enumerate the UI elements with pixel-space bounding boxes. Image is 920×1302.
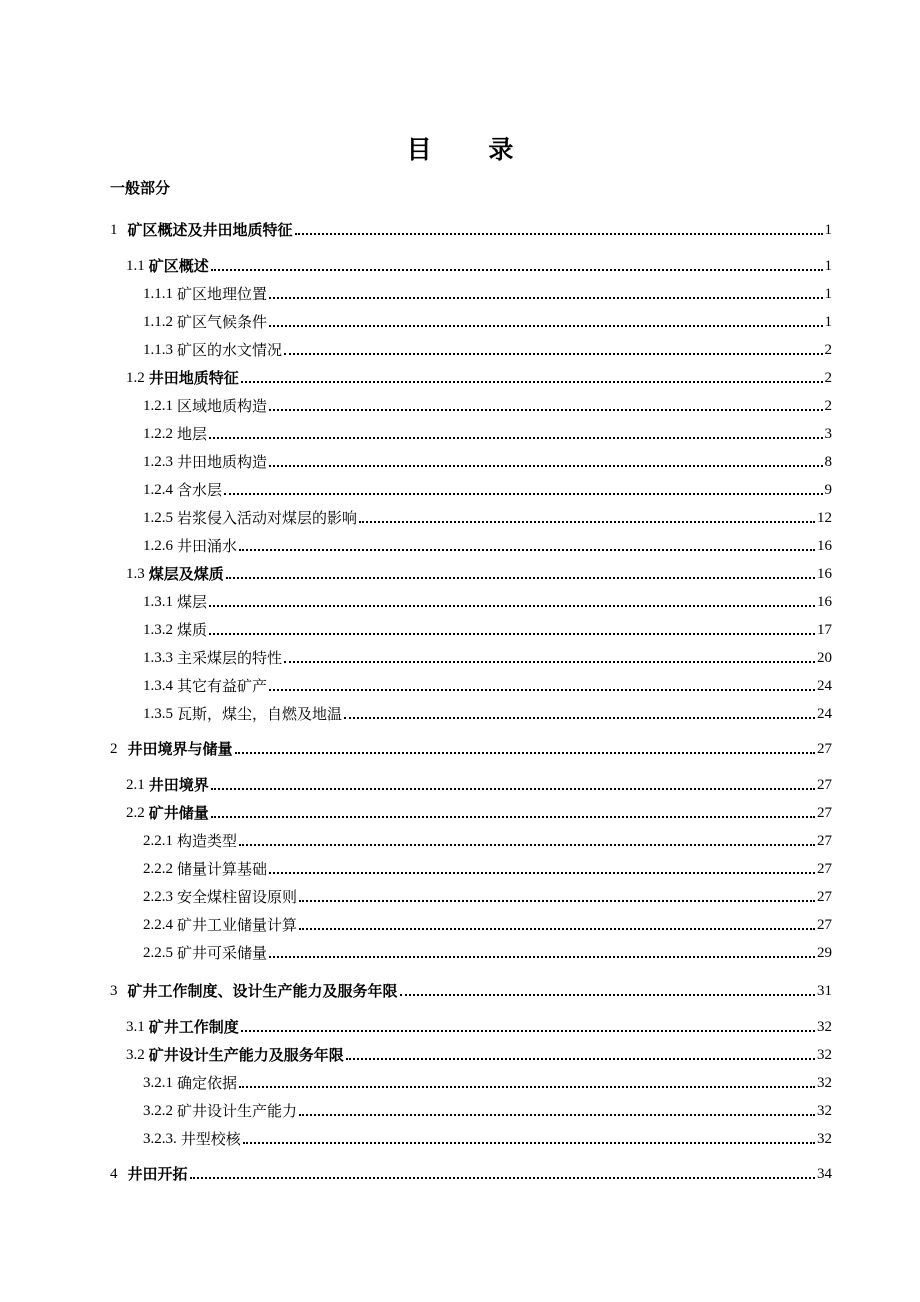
toc-entry-page: 16 <box>817 594 832 610</box>
toc-subsection-row[interactable] <box>143 478 832 500</box>
toc-entry-page: 3 <box>824 426 832 442</box>
toc-section-row[interactable] <box>126 254 832 276</box>
toc-entry-number: 1.3.2 <box>143 622 173 638</box>
toc-entry-number: 2.2.3 <box>143 889 173 905</box>
dot-leader <box>269 409 822 411</box>
toc-entry-number: 1.1.3 <box>143 342 173 358</box>
toc-entry-page: 1 <box>824 258 832 274</box>
dot-leader <box>269 325 822 327</box>
toc-entry-label: 矿区概述及井田地质特征 <box>127 221 293 239</box>
toc-entry-number: 2 <box>110 741 118 757</box>
toc-entry-page: 27 <box>817 861 832 877</box>
toc-subsection-row[interactable] <box>143 422 832 444</box>
toc-entry-page: 27 <box>817 833 832 849</box>
toc-entry-label: 井田境界与储量 <box>127 740 233 758</box>
toc-subsection-row[interactable] <box>143 857 832 879</box>
toc-entry-page: 32 <box>817 1019 832 1035</box>
toc-entry-number: 3.1 <box>126 1019 145 1035</box>
toc-subsection-row[interactable] <box>143 674 832 696</box>
toc-entry-label: 矿区气候条件 <box>177 313 268 331</box>
toc-entry-number: 3.2.1 <box>143 1075 173 1091</box>
dot-leader <box>299 900 815 902</box>
toc-entry-number: 3.2 <box>126 1047 145 1063</box>
toc-subsection-row[interactable] <box>143 913 832 935</box>
toc-entry-label: 确定依据 <box>177 1074 238 1092</box>
toc-entry-number: 1.2 <box>126 370 145 386</box>
toc-entry-number: 1.1.2 <box>143 314 173 330</box>
dot-leader <box>209 633 815 635</box>
toc-subsection-row[interactable] <box>143 829 832 851</box>
toc-subsection-row[interactable] <box>143 310 832 332</box>
toc-entry-number: 1.2.1 <box>143 398 173 414</box>
dot-leader <box>190 1177 815 1179</box>
toc-subsection-row[interactable] <box>143 450 832 472</box>
page-title: 目 录 <box>406 135 538 164</box>
toc-entry-page: 2 <box>824 370 832 386</box>
toc-entry-page: 27 <box>817 777 832 793</box>
toc-entry-number: 3.2.2 <box>143 1103 173 1119</box>
toc-entry-page: 8 <box>824 454 832 470</box>
toc-entry-number: 4 <box>110 1166 118 1182</box>
toc-entry-label: 岩浆侵入活动对煤层的影响 <box>177 509 358 527</box>
toc-subsection-row[interactable] <box>143 506 832 528</box>
toc-entry-page: 32 <box>817 1103 832 1119</box>
dot-leader <box>226 577 815 579</box>
toc-entry-label: 构造类型 <box>177 832 238 850</box>
toc-entry-label: 井田开拓 <box>127 1165 188 1183</box>
dot-leader <box>359 521 815 523</box>
dot-leader <box>241 1030 815 1032</box>
dot-leader <box>241 381 823 383</box>
dot-leader <box>211 269 823 271</box>
toc-entry-page: 1 <box>824 314 832 330</box>
toc-entry-page: 16 <box>817 566 832 582</box>
toc-entry-number: 1.3.4 <box>143 678 173 694</box>
toc-entry-label: 矿井工业储量计算 <box>177 916 298 934</box>
toc-entry-page: 32 <box>817 1047 832 1063</box>
dot-leader <box>239 1086 815 1088</box>
dot-leader <box>224 493 822 495</box>
toc-entry-page: 16 <box>817 538 832 554</box>
dot-leader <box>211 788 815 790</box>
toc-entry-label: 井田地质构造 <box>177 453 268 471</box>
toc-entry-number: 1 <box>110 222 118 238</box>
toc-entry-label: 其它有益矿产 <box>177 677 268 695</box>
dot-leader <box>211 816 815 818</box>
toc-subsection-row[interactable] <box>143 338 832 360</box>
toc-chapter-row[interactable] <box>110 737 832 759</box>
toc-chapter-row[interactable] <box>110 979 832 1001</box>
toc-entry-label: 主采煤层的特性 <box>177 649 283 667</box>
toc-subsection-row[interactable] <box>143 885 832 907</box>
toc-subsection-row[interactable] <box>143 1099 832 1121</box>
toc-entry-page: 27 <box>817 805 832 821</box>
toc-entry-label: 矿区的水文情况 <box>177 341 283 359</box>
toc-entry-label: 矿井设计生产能力 <box>177 1102 298 1120</box>
toc-entry-label: 煤层 <box>177 593 208 611</box>
toc-entry-page: 24 <box>817 706 832 722</box>
toc-entry-page: 2 <box>824 398 832 414</box>
toc-subsection-row[interactable] <box>143 394 832 416</box>
toc-section-row[interactable] <box>126 1015 832 1037</box>
toc-entry-number: 1.2.5 <box>143 510 173 526</box>
toc-entry-number: 1.2.4 <box>143 482 173 498</box>
toc-entry-number: 1.2.6 <box>143 538 173 554</box>
toc-entry-number: 1.2.2 <box>143 426 173 442</box>
dot-leader <box>299 928 815 930</box>
toc-entry-number: 2.2.2 <box>143 861 173 877</box>
toc-entry-number: 2.1 <box>126 777 145 793</box>
toc-entry-page: 27 <box>817 889 832 905</box>
toc-entry-page: 31 <box>817 983 832 999</box>
toc-subsection-row[interactable] <box>143 941 832 963</box>
dot-leader <box>269 872 815 874</box>
dot-leader <box>209 437 822 439</box>
dot-leader <box>295 233 823 235</box>
toc-entry-page: 9 <box>824 482 832 498</box>
toc-entry-label: 矿井可采储量 <box>177 944 268 962</box>
dot-leader <box>269 956 815 958</box>
toc-entry-label: 安全煤柱留设原则 <box>177 888 298 906</box>
toc-entry-number: 3.2.3. <box>143 1131 177 1147</box>
dot-leader <box>239 549 815 551</box>
toc-subsection-row[interactable] <box>143 1127 832 1149</box>
toc-entry-label: 矿井工作制度、设计生产能力及服务年限 <box>127 982 398 1000</box>
dot-leader <box>400 994 815 996</box>
dot-leader <box>269 297 822 299</box>
toc-entry-label: 含水层 <box>177 481 223 499</box>
toc-entry-page: 20 <box>817 650 832 666</box>
dot-leader <box>346 1058 815 1060</box>
toc-entry-page: 1 <box>824 222 832 238</box>
toc-entry-page: 32 <box>817 1131 832 1147</box>
toc-subsection-row[interactable] <box>143 618 832 640</box>
toc-subsection-row[interactable] <box>143 646 832 668</box>
dot-leader <box>284 661 815 663</box>
toc-entry-label: 井田境界 <box>148 776 209 794</box>
toc-entry-page: 34 <box>817 1166 832 1182</box>
toc-entry-number: 2.2.5 <box>143 945 173 961</box>
dot-leader <box>284 353 822 355</box>
toc-chapter-row[interactable] <box>110 1162 832 1184</box>
toc-entry-page: 1 <box>824 286 832 302</box>
toc-entry-page: 27 <box>817 917 832 933</box>
toc-entry-page: 17 <box>817 622 832 638</box>
toc-entry-number: 1.1.1 <box>143 286 173 302</box>
dot-leader <box>243 1142 815 1144</box>
toc-entry-label: 煤层及煤质 <box>148 565 224 583</box>
toc-entry-page: 2 <box>824 342 832 358</box>
dot-leader <box>269 465 822 467</box>
dot-leader <box>239 844 815 846</box>
toc-section-row[interactable] <box>126 366 832 388</box>
toc-section-row[interactable] <box>126 773 832 795</box>
toc-entry-number: 1.2.3 <box>143 454 173 470</box>
toc-entry-number: 1.3 <box>126 566 145 582</box>
toc-entry-label: 地层 <box>177 425 208 443</box>
section-heading: 一般部分 <box>110 179 171 197</box>
toc-entry-label: 井田地质特征 <box>148 369 239 387</box>
toc-subsection-row[interactable] <box>143 702 832 724</box>
toc-entry-number: 2.2 <box>126 805 145 821</box>
toc-entry-number: 3 <box>110 983 118 999</box>
dot-leader <box>235 752 815 754</box>
toc-entry-number: 2.2.4 <box>143 917 173 933</box>
toc-entry-label: 井型校核 <box>180 1130 241 1148</box>
toc-entry-label: 储量计算基础 <box>177 860 268 878</box>
toc-section-row[interactable] <box>126 562 832 584</box>
toc-entry-page: 27 <box>817 741 832 757</box>
toc-subsection-row[interactable] <box>143 1071 832 1093</box>
toc-entry-page: 12 <box>817 510 832 526</box>
toc-entry-label: 矿区概述 <box>148 257 209 275</box>
toc-entry-label: 煤质 <box>177 621 208 639</box>
toc-entry-label: 区域地质构造 <box>177 397 268 415</box>
toc-entry-label: 井田涌水 <box>177 537 238 555</box>
toc-subsection-row[interactable] <box>143 590 832 612</box>
toc-chapter-row[interactable] <box>110 218 832 240</box>
toc-entry-label: 瓦斯，煤尘，自燃及地温 <box>177 705 343 723</box>
toc-subsection-row[interactable] <box>143 534 832 556</box>
dot-leader <box>269 689 815 691</box>
toc-entry-number: 2.2.1 <box>143 833 173 849</box>
toc-entry-number: 1.3.1 <box>143 594 173 610</box>
toc-entry-page: 24 <box>817 678 832 694</box>
toc-entry-label: 矿井设计生产能力及服务年限 <box>148 1046 344 1064</box>
toc-entry-number: 1.1 <box>126 258 145 274</box>
toc-entry-page: 32 <box>817 1075 832 1091</box>
toc-entry-label: 矿井储量 <box>148 804 209 822</box>
toc-entry-number: 1.3.5 <box>143 706 173 722</box>
toc-entry-page: 29 <box>817 945 832 961</box>
toc-entry-label: 矿区地理位置 <box>177 285 268 303</box>
toc-section-row[interactable] <box>126 801 832 823</box>
dot-leader <box>299 1114 815 1116</box>
toc-entry-label: 矿井工作制度 <box>148 1018 239 1036</box>
toc-section-row[interactable] <box>126 1043 832 1065</box>
toc-subsection-row[interactable] <box>143 282 832 304</box>
dot-leader <box>344 717 815 719</box>
dot-leader <box>209 605 815 607</box>
toc-entry-number: 1.3.3 <box>143 650 173 666</box>
